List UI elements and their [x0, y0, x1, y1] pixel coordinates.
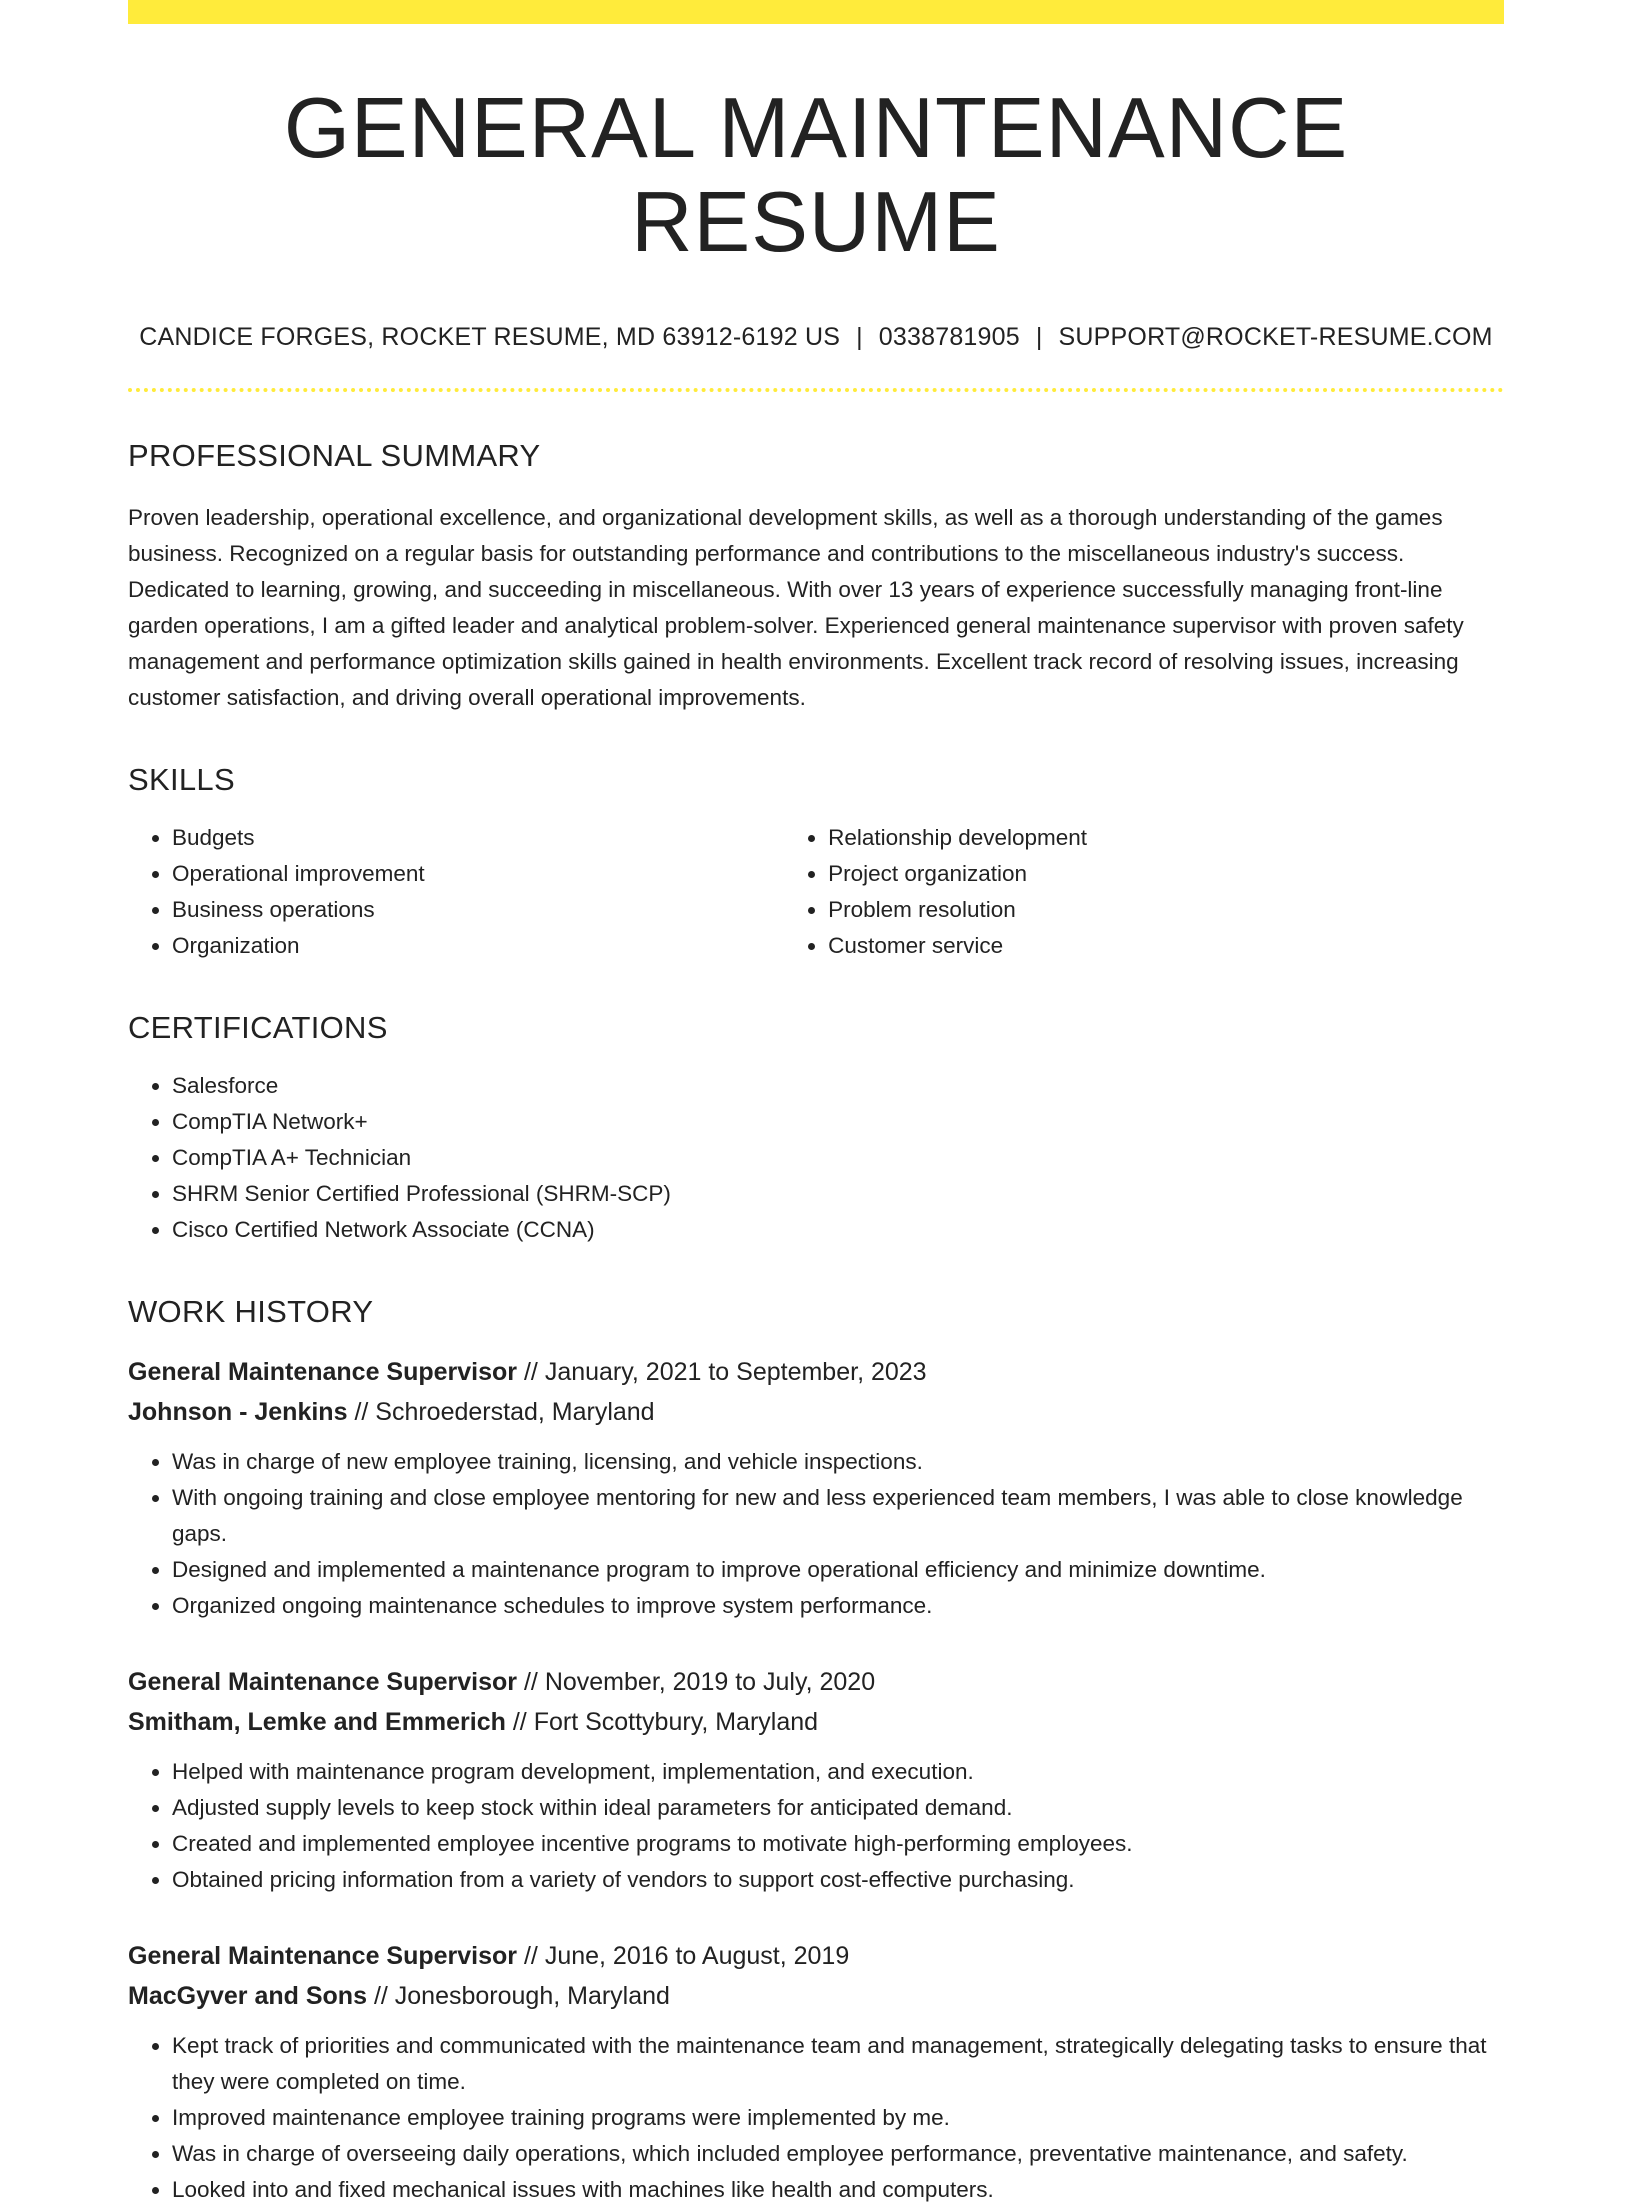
job-bullet: • Created and implemented employee incentive programs to motivate high-performing employees. [172, 1826, 1504, 1862]
job-location: // Schroederstad, Maryland [354, 1398, 655, 1426]
job-dates: // June, 2016 to August, 2019 [523, 1942, 850, 1970]
job-role: General Maintenance Supervisor [128, 1942, 518, 1970]
accent-top-bar [128, 0, 1504, 24]
skills-heading: SKILLS [128, 762, 235, 797]
skills-grid [128, 820, 1504, 964]
job-company-line [128, 1702, 1504, 1742]
contact-line [128, 323, 1504, 352]
certification-item: • CompTIA A+ Technician [172, 1140, 1504, 1176]
skill-item: • Problem resolution [828, 892, 1504, 928]
job-bullet: • Looked into and fixed mechanical issues with machines like health and computers. [172, 2172, 1504, 2208]
job-location: // Fort Scottybury, Maryland [512, 1708, 819, 1736]
job-role-line [128, 1662, 1504, 1702]
job-company: MacGyver and Sons [128, 1982, 367, 2010]
job-entry [128, 1662, 1504, 1898]
job-location: // Jonesborough, Maryland [373, 1982, 670, 2010]
job-bullet: • Designed and implemented a maintenance program to improve operational efficiency and minimize downtime. [172, 1552, 1504, 1588]
certification-item: • Salesforce [172, 1068, 1504, 1104]
certification-item: • Cisco Certified Network Associate (CCNA) [172, 1212, 1504, 1248]
job-company: Smitham, Lemke and Emmerich [128, 1708, 506, 1736]
skill-item: • Project organization [828, 856, 1504, 892]
summary-heading: PROFESSIONAL SUMMARY [128, 438, 541, 473]
skill-item: • Business operations [172, 892, 784, 928]
job-bullets [128, 2028, 1504, 2208]
certification-item: • SHRM Senior Certified Professional (SHRM-SCP) [172, 1176, 1504, 1212]
job-bullets [128, 1754, 1504, 1898]
job-bullet: • Kept track of priorities and communicated with the maintenance team and management, strategically delegating tasks to ensure that they were completed on time. [172, 2028, 1504, 2100]
job-bullet: • Improved maintenance employee training programs were implemented by me. [172, 2100, 1504, 2136]
contact-email: SUPPORT@ROCKET-RESUME.COM [1058, 323, 1493, 351]
certification-item: • CompTIA Network+ [172, 1104, 1504, 1140]
skill-item: • Operational improvement [172, 856, 784, 892]
contact-address: CANDICE FORGES, ROCKET RESUME, MD 63912-6192 US [139, 323, 841, 351]
contact-separator: | [1035, 323, 1043, 351]
skill-item: • Customer service [828, 928, 1504, 964]
skill-item: • Budgets [172, 820, 784, 856]
certifications-list [128, 1068, 1504, 1248]
job-entry [128, 1936, 1504, 2208]
job-dates: // January, 2021 to September, 2023 [523, 1358, 927, 1386]
certifications-heading: CERTIFICATIONS [128, 1010, 388, 1045]
job-dates: // November, 2019 to July, 2020 [523, 1668, 876, 1696]
job-bullets [128, 1444, 1504, 1624]
job-bullet: • Organized ongoing maintenance schedules to improve system performance. [172, 1588, 1504, 1624]
job-bullet: • Was in charge of new employee training, licensing, and vehicle inspections. [172, 1444, 1504, 1480]
job-bullet: • Obtained pricing information from a variety of vendors to support cost-effective purchasing. [172, 1862, 1504, 1898]
job-company: Johnson - Jenkins [128, 1398, 348, 1426]
resume-page [128, 0, 1504, 2208]
job-role: General Maintenance Supervisor [128, 1358, 518, 1386]
job-bullet: • Adjusted supply levels to keep stock within ideal parameters for anticipated demand. [172, 1790, 1504, 1826]
job-company-line [128, 1976, 1504, 2016]
skill-item: • Organization [172, 928, 784, 964]
summary-text: Proven leadership, operational excellence, and organizational development skills, as well as a thorough understanding of the games business. Recognized on a regular basis for outstanding performance and contributions to the miscellaneous industry's success. Dedicated to learning, growing, and succeeding in miscellaneous. With over 13 years of experience successfully managing front-line garden operations, I am a gifted leader and analytical problem-solver. Experienced general maintenance supervisor with proven safety management and performance optimization skills gained in health environments. Excellent track record of resolving issues, increasing customer satisfaction, and driving overall operational improvements. [128, 505, 1464, 710]
job-role-line [128, 1352, 1504, 1392]
job-role: General Maintenance Supervisor [128, 1668, 518, 1696]
work-history-heading: WORK HISTORY [128, 1294, 374, 1329]
dotted-divider [128, 388, 1504, 392]
job-role-line [128, 1936, 1504, 1976]
contact-phone: 0338781905 [878, 323, 1020, 351]
job-bullet: • Helped with maintenance program development, implementation, and execution. [172, 1754, 1504, 1790]
contact-separator: | [856, 323, 863, 351]
job-bullet: • With ongoing training and close employee mentoring for new and less experienced team members, I was able to close knowledge gaps. [172, 1480, 1504, 1552]
job-bullet: • Was in charge of overseeing daily operations, which included employee performance, preventative maintenance, and safety. [172, 2136, 1504, 2172]
job-company-line [128, 1392, 1504, 1432]
skills-list-left [128, 820, 784, 964]
resume-title: GENERAL MAINTENANCE RESUME [283, 81, 1349, 270]
skill-item: • Relationship development [828, 820, 1504, 856]
skills-list-right [784, 820, 1504, 964]
job-entry [128, 1352, 1504, 1624]
